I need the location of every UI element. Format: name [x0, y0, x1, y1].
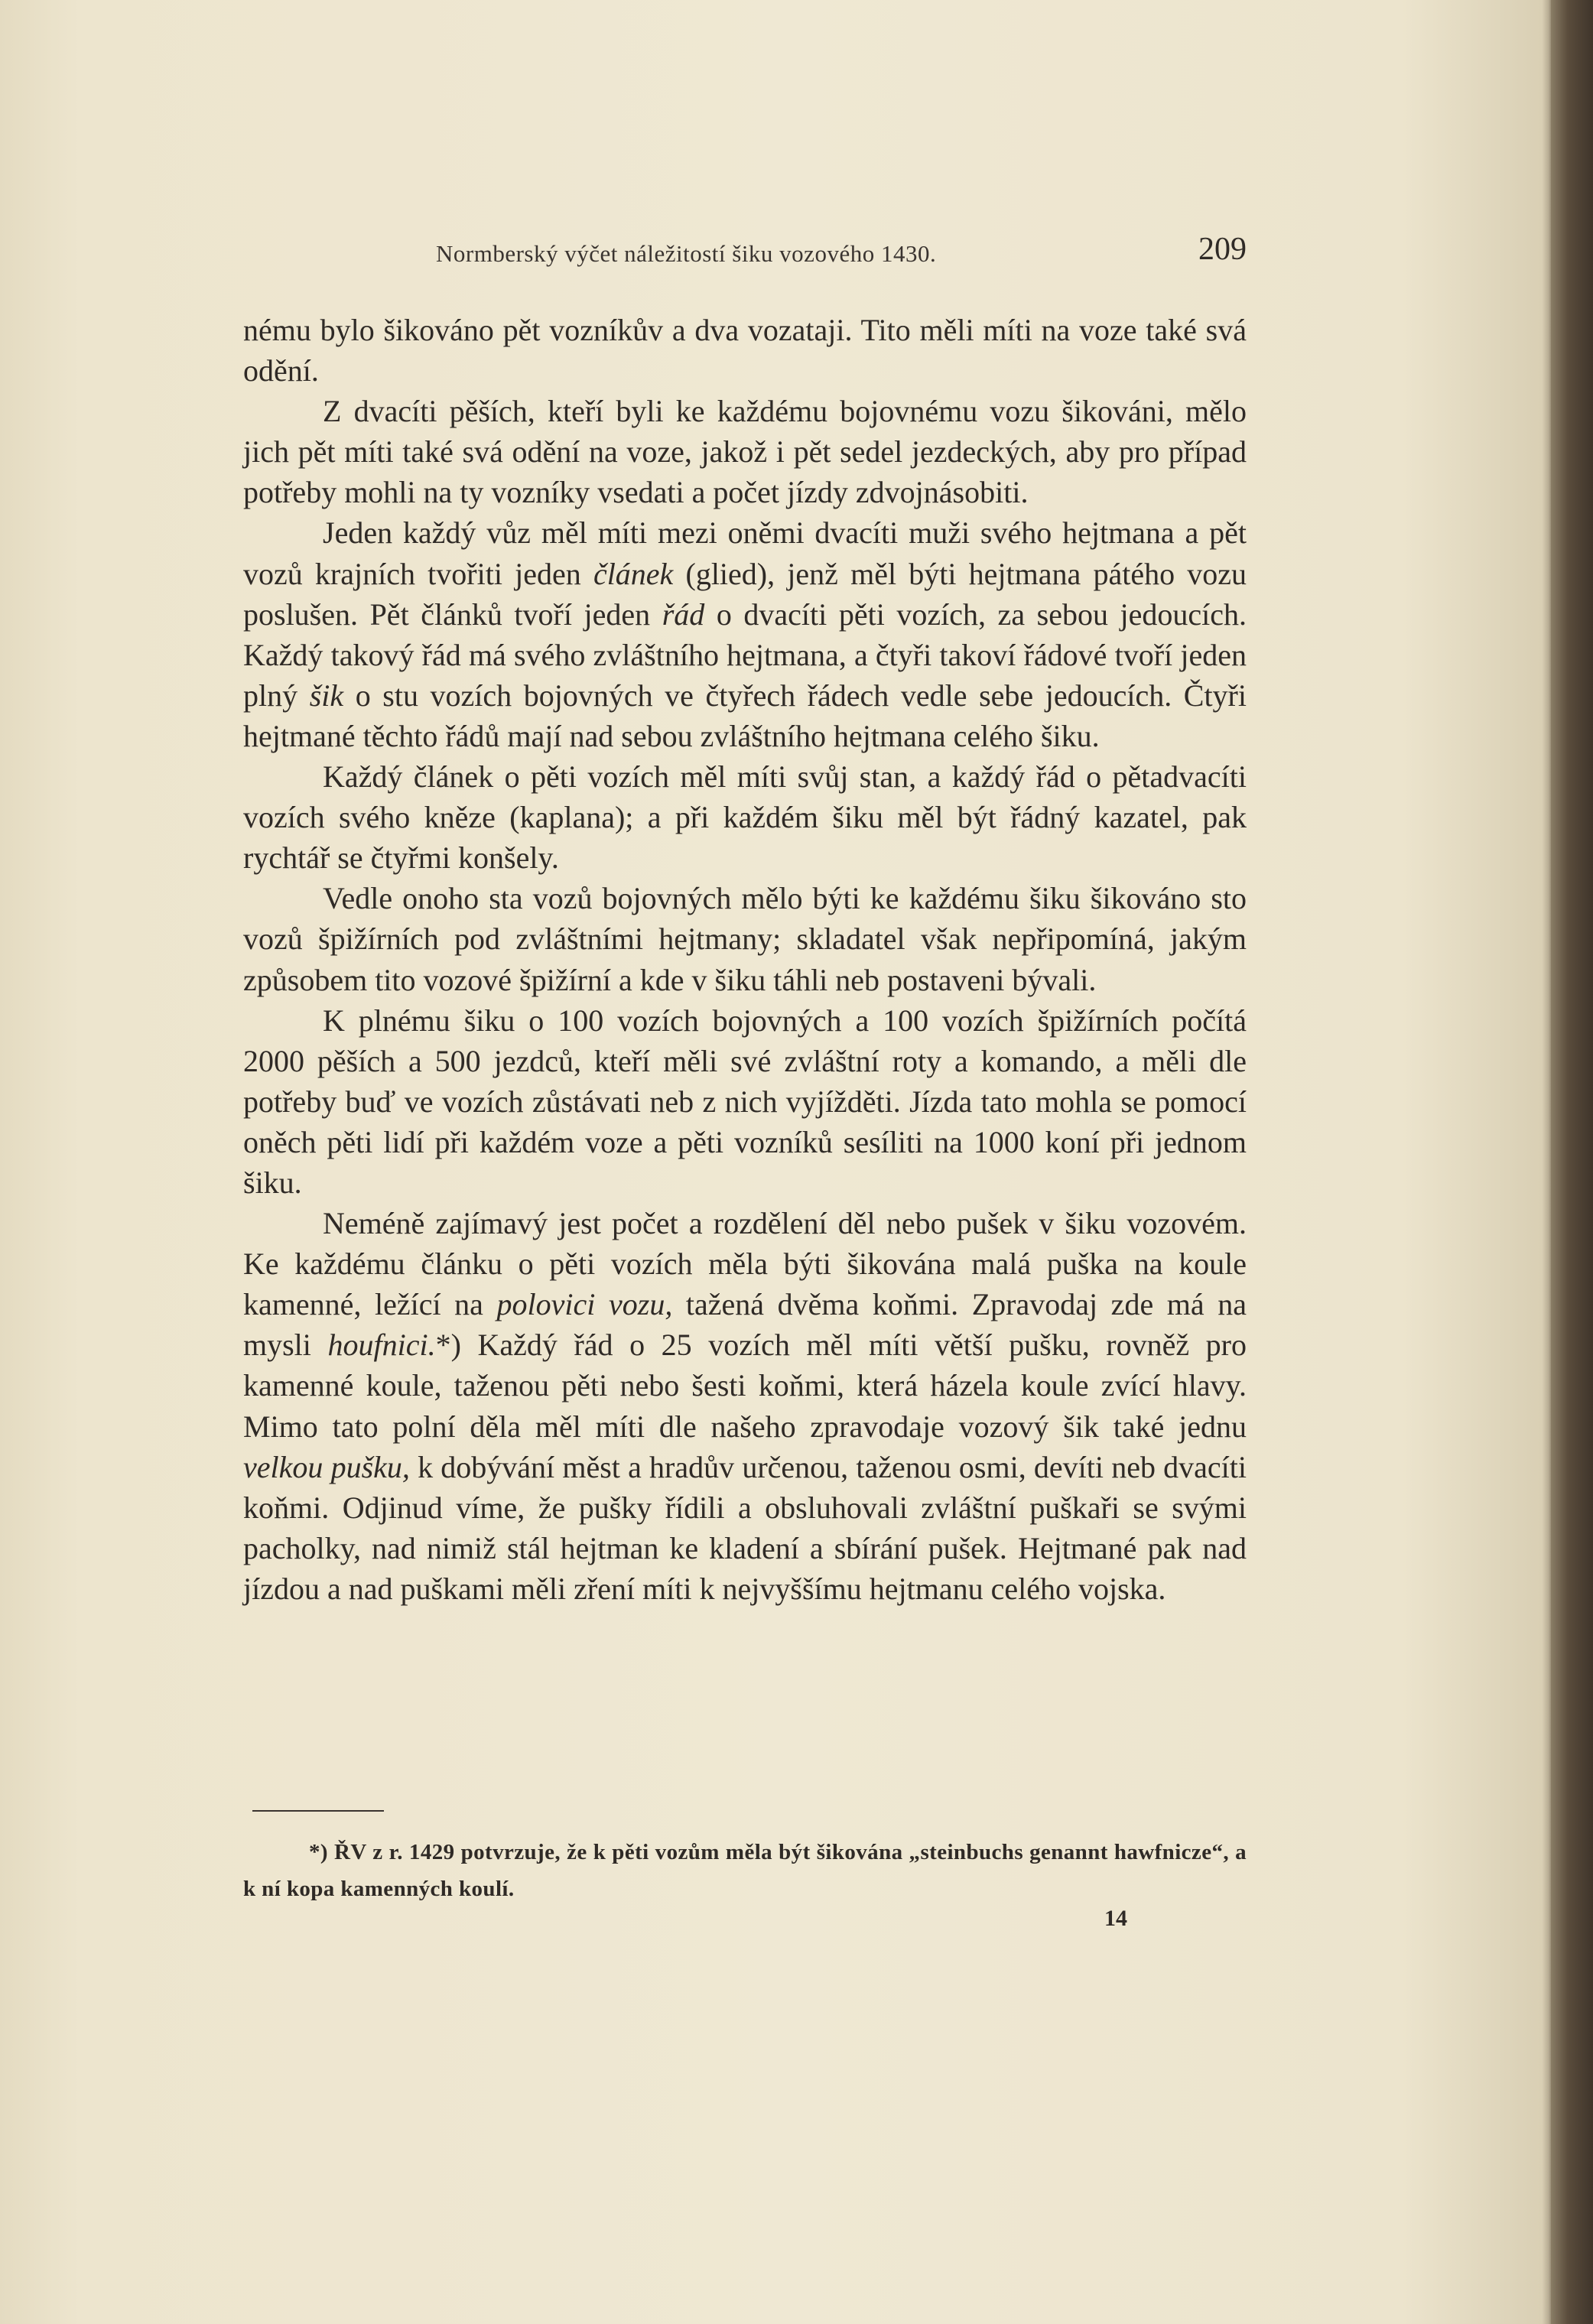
- emphasis-polovici-vozu: polovici vozu,: [496, 1287, 673, 1322]
- footnote: *) ŘV z r. 1429 potvrzuje, že k pěti vozům měla být šikována „steinbuchs genannt hawfnicze“, a k ní kopa kamenných koulí.: [243, 1840, 1247, 1901]
- text-run: Jeden každý vůz měl míti mezi oněmi dvacíti muži svého hejtmana a pět vozů krajních tvořiti jeden: [243, 515, 1247, 591]
- paragraph-7: [243, 1203, 1247, 1609]
- emphasis-velkou-pusku: velkou pušku,: [243, 1449, 410, 1484]
- running-head: Normberský výčet náležitostí šiku vozového 1430.: [436, 240, 937, 267]
- text-run: tažená dvěma koňmi. Zpravodaj zde má na mysli: [243, 1287, 1247, 1363]
- paragraph-6: K plnému šiku o 100 vozích bojovných a 100 vozích špižírních počítá 2000 pěších a 500 jezdců, kteří měli své zvláštní roty a komando, a měli dle potřeby buď ve vozích zůstávati neb z nich vyjížděti. Jízda tato mohla se pomocí oněch pěti lidí při každém voze a pěti vozníků sesíliti na 1000 koní při jednom šiku.: [243, 1003, 1247, 1200]
- paragraph-2: Z dvacíti pěších, kteří byli ke každému bojovnému vozu šikováni, mělo jich pět míti také svá odění na voze, jakož i pět sedel jezdeckých, aby pro případ potřeby mohli na ty vozníky vsedati a počet jízdy zdvojnásobiti.: [243, 394, 1247, 510]
- footnote-rule: [252, 1810, 384, 1812]
- page-edge: [1551, 0, 1593, 2324]
- text-run: o dvacíti pěti vozích, za sebou jedoucích. Každý takový řád má svého zvláštního hejtmana, a čtyři takoví řádové tvoří jeden plný: [243, 596, 1247, 713]
- page-number: 209: [1198, 232, 1247, 267]
- paragraph-1: nému bylo šikováno pět vozníkův a dva vozataji. Tito měli míti na voze také svá odění.: [243, 313, 1247, 388]
- emphasis-clanek: článek: [593, 556, 674, 591]
- paragraph-3: [243, 512, 1247, 756]
- paragraph-5: Vedle onoho sta vozů bojovných mělo býti ke každému šiku šikováno sto vozů špižírních pod zvláštními hejtmany; skladatel však nepřipomíná, jakým způsobem tito vozové špižírní a kde v šiku táhli neb postaveni bývali.: [243, 881, 1247, 997]
- emphasis-sik: šik: [309, 678, 344, 713]
- emphasis-houfnici: houfnici.: [327, 1328, 436, 1363]
- text-run: k dobývání měst a hradův určenou, taženou osmi, devíti neb dvacíti koňmi. Odjinud víme, že pušky řídili a obsluhovali zvláštní puškaři se svými pacholky, nad nimiž stál hejtman ke kladení a sbírání pušek. Hejtmané pak nad jízdou a nad puškami měli zření míti k nejvyššímu hejtmanu celého vojska.: [243, 1449, 1247, 1606]
- signature-mark: 14: [1104, 1906, 1127, 1931]
- page-header: [436, 231, 1247, 277]
- text-run: o stu vozích bojovných ve čtyřech řádech vedle sebe jedoucích. Čtyři hejtmané těchto řádů mají nad sebou zvláštního hejtmana celého šiku.: [243, 678, 1247, 753]
- paragraph-4: Každý článek o pěti vozích měl míti svůj stan, a každý řád o pětadvacíti vozích svého kněze (kaplana); a při každém šiku měl být řádný kazatel, pak rychtář se čtyřmi konšely.: [243, 759, 1247, 876]
- text-run: (glied), jenž měl býti hejtmana pátého vozu poslušen. Pět článků tvoří jeden: [243, 556, 1247, 632]
- text-run: *) Každý řád o 25 vozích měl míti větší pušku, rovněž pro kamenné koule, taženou pěti nebo šesti koňmi, která házela koule zvící hlavy. Mimo tato polní děla měl míti dle našeho zpravodaje vozový šik také jednu: [243, 1328, 1247, 1444]
- emphasis-rad: řád: [662, 596, 705, 632]
- text-run: Neméně zajímavý jest počet a rozdělení děl nebo pušek v šiku vozovém. Ke každému článku o pěti vozích měla býti šikována malá puška na koule kamenné, ležící na: [243, 1206, 1247, 1322]
- body-text: [243, 310, 1247, 1609]
